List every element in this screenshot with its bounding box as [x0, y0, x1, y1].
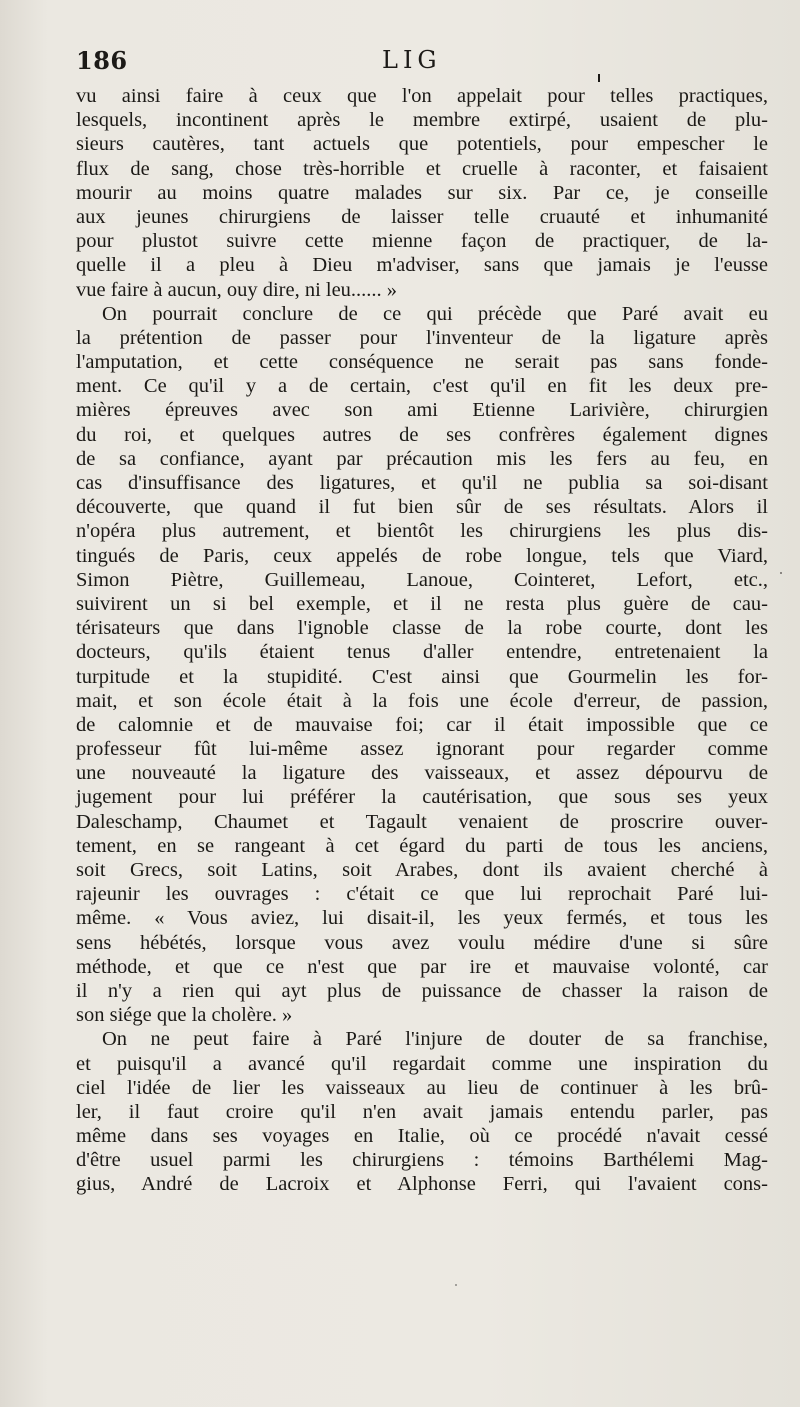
text-line: une nouveauté la ligature des vaisseaux, et assez dépourvu de	[76, 762, 768, 785]
text-line: méthode, et que ce n'est que par ire et mauvaise volonté, car	[76, 955, 768, 978]
body-text	[76, 84, 768, 1197]
text-line: aux jeunes chirurgiens de laisser telle cruauté et inhumanité	[76, 205, 768, 228]
text-line: tement, en se rangeant à cet égard du parti de tous les anciens,	[76, 834, 768, 857]
text-line: la prétention de passer pour l'inventeur de la ligature après	[76, 326, 768, 349]
text-line: flux de sang, chose très-horrible et cruelle à raconter, et faisaient	[76, 157, 768, 180]
text-line: lesquels, incontinent après le membre extirpé, usaient de plu-	[76, 109, 768, 132]
text-line: Daleschamp, Chaumet et Tagault venaient de proscrire ouver-	[76, 810, 768, 833]
text-line: du roi, et quelques autres de ses confrères également dignes	[76, 423, 768, 446]
text-line: gius, André de Lacroix et Alphonse Ferri, qui l'avaient cons-	[76, 1173, 768, 1196]
text-line: il n'y a rien qui ayt plus de puissance de chasser la raison de	[76, 979, 768, 1002]
paragraph-start-line: On ne peut faire à Paré l'injure de douter de sa franchise,	[102, 1028, 768, 1051]
text-line: Simon Piètre, Guillemeau, Lanoue, Cointeret, Lefort, etc.,	[76, 568, 768, 591]
text-line: mourir au moins quatre malades sur six. Par ce, je conseille	[76, 181, 768, 204]
page-number: 186	[76, 46, 128, 75]
text-line: térisateurs que dans l'ignoble classe de la robe courte, dont les	[76, 617, 768, 640]
text-line: suivirent un si bel exemple, et il ne resta plus guère de cau-	[76, 592, 768, 615]
running-head: LIG	[382, 46, 442, 74]
ink-speck	[780, 572, 782, 574]
text-line: mières épreuves avec son ami Etienne Larivière, chirurgien	[76, 399, 768, 422]
text-line: d'être usuel parmi les chirurgiens : témoins Barthélemi Mag-	[76, 1149, 768, 1172]
text-line: mait, et son école était à la fois une école d'erreur, de passion,	[76, 689, 768, 712]
text-line: rajeunir les ouvrages : c'était ce que lui reprochait Paré lui-	[76, 883, 768, 906]
text-line: ment. Ce qu'il y a de certain, c'est qu'il en fit les deux pre-	[76, 375, 768, 398]
text-line: quelle il a pleu à Dieu m'adviser, sans que jamais je l'eusse	[76, 254, 768, 277]
text-line: de calomnie et de mauvaise foi; car il était impossible que ce	[76, 713, 768, 736]
ink-speck	[455, 1284, 457, 1286]
paragraph-start-line: On pourrait conclure de ce qui précède que Paré avait eu	[102, 302, 768, 325]
text-line: soit Grecs, soit Latins, soit Arabes, dont ils avaient cherché à	[76, 859, 768, 881]
text-line: jugement pour lui préférer la cautérisation, que sous ses yeux	[76, 786, 768, 809]
text-line: son siége que la cholère. »	[76, 1004, 293, 1027]
text-line: cas d'insuffisance des ligatures, et qu'il ne publia sa soi-disant	[76, 472, 768, 494]
text-line: vue faire à aucun, ouy dire, ni leu...... »	[76, 278, 398, 301]
text-line: même dans ses voyages en Italie, où ce procédé n'avait cessé	[76, 1125, 768, 1148]
page-header	[76, 46, 768, 80]
text-line: sens hébétés, lorsque vous avez voulu médire d'une si sûre	[76, 931, 768, 954]
text-line: n'opéra plus autrement, et bientôt les chirurgiens les plus dis-	[76, 520, 768, 543]
text-line: de sa confiance, ayant par précaution mis les fers au feu, en	[76, 447, 768, 470]
ink-speck	[598, 74, 600, 82]
text-line: vu ainsi faire à ceux que l'on appelait pour telles practiques,	[76, 85, 768, 107]
text-line: pour plustot suivre cette mienne façon de practiquer, de la-	[76, 230, 768, 253]
text-line: docteurs, qu'ils étaient tenus d'aller entendre, entretenaient la	[76, 641, 768, 664]
text-line: découverte, que quand il fut bien sûr de ses résultats. Alors il	[76, 496, 768, 519]
text-line: tingués de Paris, ceux appelés de robe longue, tels que Viard,	[76, 544, 768, 567]
text-line: ciel l'idée de lier les vaisseaux au lieu de continuer à les brû-	[76, 1076, 768, 1099]
text-line: l'amputation, et cette conséquence ne serait pas sans fonde-	[76, 351, 768, 374]
text-line: turpitude et la stupidité. C'est ainsi que Gourmelin les for-	[76, 665, 768, 688]
text-line: même. « Vous aviez, lui disait-il, les yeux fermés, et tous les	[76, 907, 768, 930]
text-line: et puisqu'il a avancé qu'il regardait comme une inspiration du	[76, 1052, 768, 1075]
text-line: sieurs cautères, tant actuels que potentiels, pour empescher le	[76, 133, 768, 156]
text-line: ler, il faut croire qu'il n'en avait jamais entendu parler, pas	[76, 1100, 768, 1123]
text-line: professeur fût lui-même assez ignorant pour regarder comme	[76, 738, 768, 761]
